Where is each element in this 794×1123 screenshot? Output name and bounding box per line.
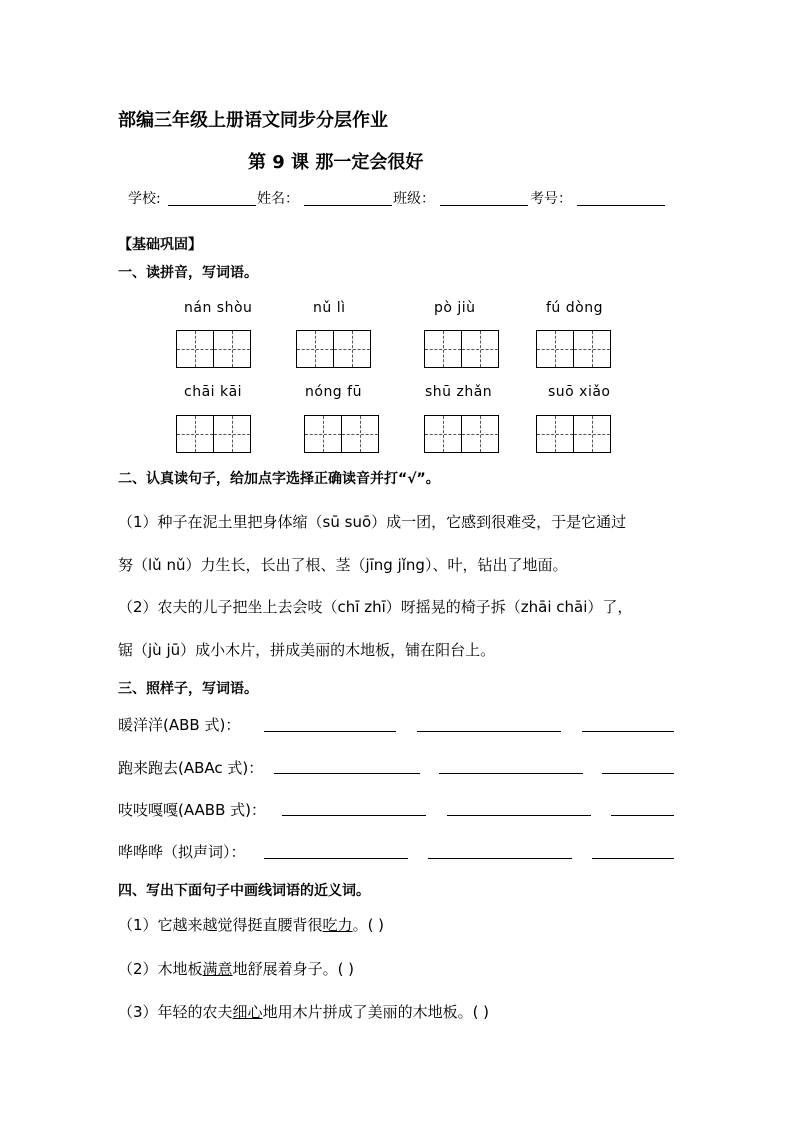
q2-title: 二、认真读句子，给加点字选择正确读音并打“√”。	[118, 471, 440, 487]
answer-blank[interactable]	[264, 731, 396, 732]
pinyin: nóng fū	[305, 384, 362, 400]
q3-row-label: 哗哗哗（拟声词）：	[118, 843, 246, 861]
class-label: 班级：	[393, 191, 435, 207]
school-blank[interactable]	[168, 205, 256, 206]
writing-grid[interactable]	[424, 415, 499, 453]
answer-blank[interactable]	[611, 815, 674, 816]
q2-line: 努（lǔ nǔ）力生长，长出了根、茎（jīng jǐng）、叶，钻出了地面。	[118, 556, 568, 574]
q3-row-label: 暖洋洋(ABB 式)：	[118, 716, 241, 734]
name-label: 姓名：	[257, 191, 299, 207]
answer-blank[interactable]	[428, 858, 572, 859]
pinyin: pò jiù	[434, 300, 476, 316]
q4-answer-paren[interactable]: 。( )	[352, 916, 385, 934]
underlined-word: 细心	[232, 1003, 263, 1021]
answer-blank[interactable]	[439, 773, 583, 774]
pinyin: nán shòu	[184, 300, 253, 316]
q4-answer-paren[interactable]: 地用木片拼成了美丽的木地板。( )	[262, 1003, 490, 1021]
name-blank[interactable]	[304, 205, 392, 206]
answer-blank[interactable]	[417, 731, 561, 732]
q2-line: （2）农夫的儿子把坐上去会吱（chī zhī）呀摇晃的椅子拆（zhāi chāi）了，	[118, 598, 633, 616]
exam-number-blank[interactable]	[577, 205, 665, 206]
q3-row-label: 吱吱嘎嘎(AABB 式)：	[118, 801, 266, 819]
writing-grid[interactable]	[176, 415, 251, 453]
section-basic: 【基础巩固】	[118, 237, 202, 253]
answer-blank[interactable]	[282, 815, 426, 816]
q4-item	[118, 1001, 489, 1022]
writing-grid[interactable]	[296, 330, 371, 368]
answer-blank[interactable]	[274, 773, 420, 774]
answer-blank[interactable]	[582, 731, 674, 732]
q4-text: （2）木地板	[118, 960, 203, 978]
q4-title: 四、写出下面句子中画线词语的近义词。	[118, 883, 370, 899]
answer-blank[interactable]	[264, 858, 408, 859]
class-blank[interactable]	[440, 205, 528, 206]
writing-grid[interactable]	[304, 415, 379, 453]
pinyin: fú dòng	[546, 300, 603, 316]
writing-grid[interactable]	[424, 330, 499, 368]
q1-title: 一、读拼音，写词语。	[118, 265, 258, 281]
pinyin: shū zhǎn	[425, 384, 493, 400]
q3-row-label: 跑来跑去(ABAc 式)：	[118, 759, 264, 777]
pinyin: nǔ lì	[313, 300, 346, 316]
q2-line: （1）种子在泥土里把身体缩（sū suō）成一团，它感到很难受，于是它通过	[118, 513, 627, 531]
q4-answer-paren[interactable]: 地舒展着身子。( )	[232, 960, 355, 978]
pinyin: chāi kāi	[184, 384, 243, 400]
writing-grid[interactable]	[536, 415, 611, 453]
q4-item	[118, 914, 384, 935]
exam-number-label: 考号：	[530, 191, 572, 207]
answer-blank[interactable]	[602, 773, 674, 774]
q4-text: （1）它越来越觉得挺直腰背很	[118, 916, 323, 934]
writing-grid[interactable]	[536, 330, 611, 368]
q2-line: 锯（jù jū）成小木片，拼成美丽的木地板，铺在阳台上。	[118, 641, 496, 659]
answer-blank[interactable]	[592, 858, 674, 859]
answer-blank[interactable]	[447, 815, 591, 816]
worksheet-title: 部编三年级上册语文同步分层作业	[118, 110, 388, 131]
writing-grid[interactable]	[176, 330, 251, 368]
underlined-word: 满意	[202, 960, 233, 978]
q4-item	[118, 958, 354, 979]
q3-title: 三、照样子，写词语。	[118, 681, 258, 697]
school-label: 学校:	[128, 191, 161, 207]
q4-text: （3）年轻的农夫	[118, 1003, 233, 1021]
underlined-word: 吃力	[322, 916, 353, 934]
pinyin: suō xiǎo	[548, 384, 611, 400]
lesson-title: 第 9 课 那一定会很好	[248, 152, 424, 173]
